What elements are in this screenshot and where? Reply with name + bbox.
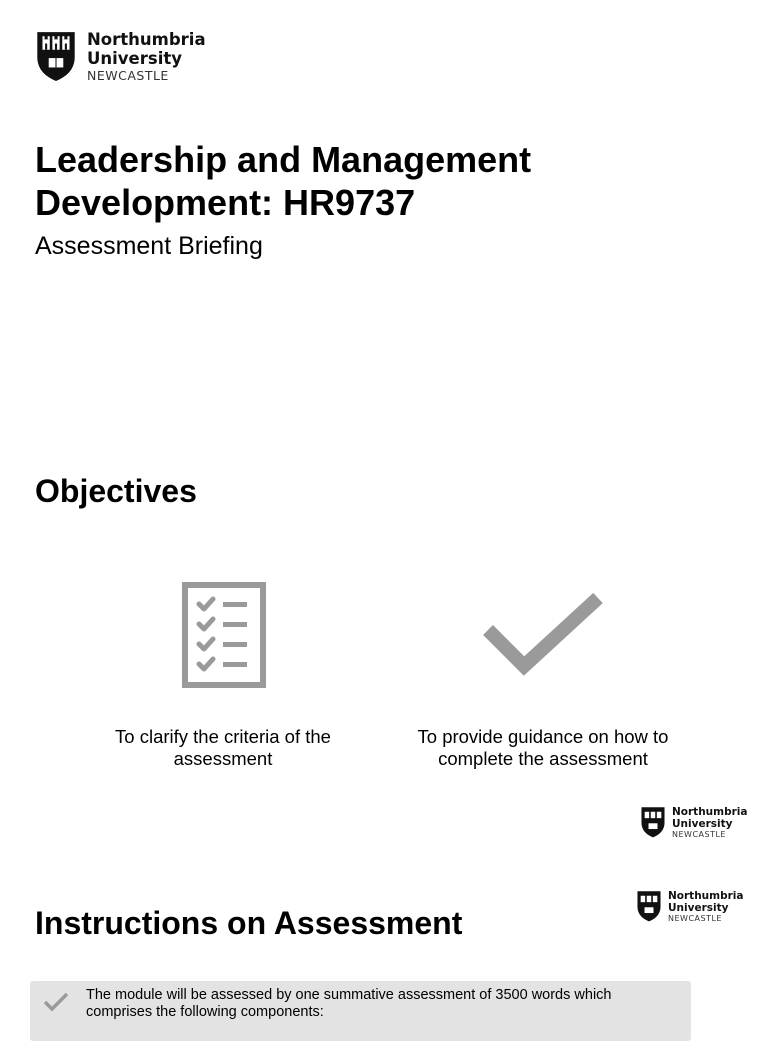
logo-line-3: NEWCASTLE: [672, 830, 726, 839]
instructions-heading: Instructions on Assessment: [35, 905, 463, 941]
logo-line-2: University: [672, 818, 733, 830]
objectives-heading: Objectives: [35, 473, 197, 509]
logo-line-3: NEWCASTLE: [87, 68, 169, 83]
crest-icon: [35, 30, 77, 82]
university-logo: [35, 30, 206, 83]
university-logo-small: [640, 806, 747, 840]
checklist-icon: [182, 582, 266, 688]
checkmark-icon: [482, 592, 606, 682]
logo-line-1: Northumbria: [672, 806, 748, 818]
checkmark-icon: [42, 991, 70, 1013]
crest-icon: [640, 806, 666, 838]
logo-line-1: Northumbria: [668, 890, 744, 902]
callout-text: The module will be assessed by one summative assessment of 3500 words which comprises the following components:: [86, 987, 612, 1020]
page-title: Leadership and Management Development: HR9737: [35, 139, 532, 223]
assessment-callout: [30, 981, 691, 1041]
logo-line-1: Northumbria: [87, 30, 206, 49]
logo-line-2: University: [668, 902, 729, 914]
objective-caption-guidance: To provide guidance on how to complete the assessment: [417, 726, 669, 769]
objective-caption-clarify: To clarify the criteria of the assessment: [115, 726, 331, 769]
logo-line-3: NEWCASTLE: [668, 914, 722, 923]
university-logo-small: [636, 890, 743, 924]
crest-icon: [636, 890, 662, 922]
page-subtitle: Assessment Briefing: [35, 232, 263, 260]
logo-line-2: University: [87, 49, 183, 68]
